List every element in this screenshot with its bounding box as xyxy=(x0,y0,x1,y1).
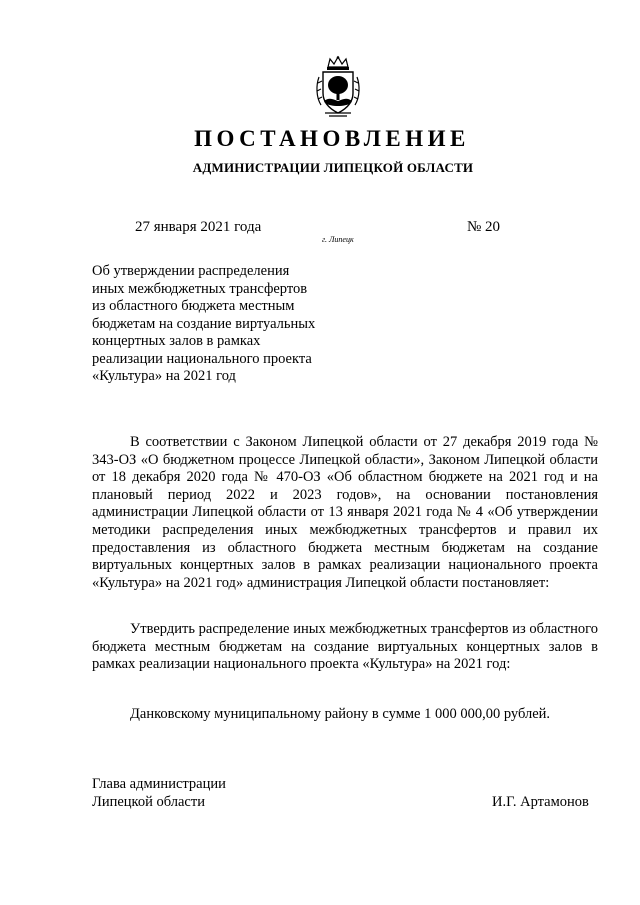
subject-line: Об утверждении распределения xyxy=(92,263,290,279)
subject-line: реализации национального проекта xyxy=(92,350,312,367)
subject-line: иных межбюджетных трансфертов xyxy=(92,280,308,297)
resolution-paragraph: Утвердить распределение иных межбюджетных трансфертов из областного бюджета местным бюджетам на создание виртуальных концертных залов в рамках реализации национального проекта «Культура» на 2021 год: xyxy=(92,621,598,673)
position-line: Липецкой области xyxy=(92,793,205,810)
signatory-position xyxy=(92,776,226,811)
document-number: № 20 xyxy=(467,219,501,235)
signatory-name: И.Г. Артамонов xyxy=(492,794,589,810)
allocation-paragraph: Данковскому муниципальному району в сумме 1 000 000,00 рублей. xyxy=(130,706,551,722)
subject-line: концертных залов в рамках xyxy=(92,333,261,349)
document-date: 27 января 2021 года xyxy=(135,219,262,235)
subject-line: бюджетам на создание виртуальных xyxy=(92,315,316,332)
lipetsk-coat-of-arms-icon xyxy=(315,55,361,117)
document-title: ПОСТАНОВЛЕНИЕ xyxy=(194,126,470,151)
subject-line: «Культура» на 2021 год xyxy=(92,368,236,384)
document-city: г. Липецк xyxy=(322,235,354,244)
position-line: Глава администрации xyxy=(92,776,226,792)
preamble-paragraph: В соответствии с Законом Липецкой области от 27 декабря 2019 года № 343-ОЗ «О бюджетном процессе Липецкой области», Законом Липецкой области от 18 декабря 2020 года № 470-ОЗ «Об областном бюджете на 2021 год и на плановый период 2022 и 2023 годов», на основании постановления администрации Липецкой области от 13 января 2021 года № 4 «Об утверждении методики распределения иных межбюджетных трансфертов и правил их предоставления из областного бюджета местным бюджетам на создание виртуальных концертных залов в рамках реализации национального проекта «Культура» на 2021 год» администрация Липецкой области постановляет: xyxy=(92,434,598,591)
issuing-authority: АДМИНИСТРАЦИИ ЛИПЕЦКОЙ ОБЛАСТИ xyxy=(192,160,474,175)
subject-line: из областного бюджета местным xyxy=(92,298,295,314)
document-subject xyxy=(92,263,342,386)
